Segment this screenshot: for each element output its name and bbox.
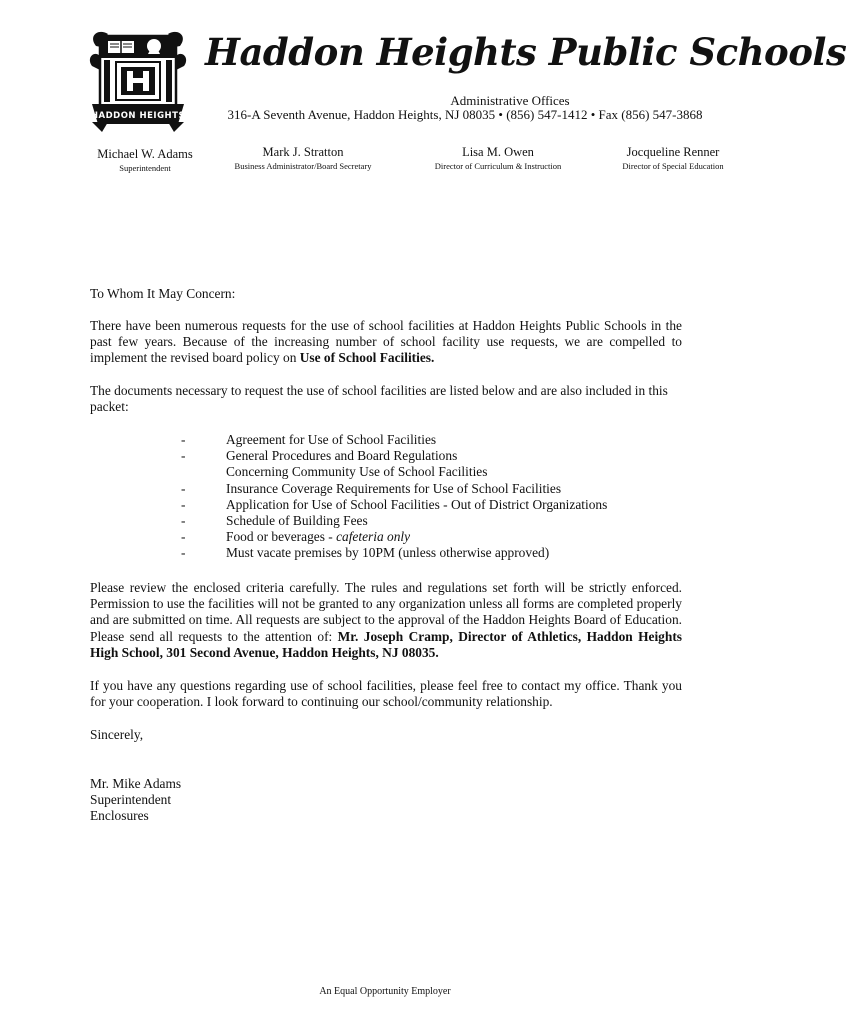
staff-title: Business Administrator/Board Secretary	[234, 161, 372, 171]
list-item-text: Insurance Coverage Requirements for Use of School Facilities	[226, 480, 562, 496]
paragraph-instructions	[90, 580, 682, 661]
list-item	[178, 513, 688, 529]
list-dash: -	[181, 448, 186, 464]
list-item-text: Application for Use of School Facilities - Out of District Organizations	[226, 496, 608, 512]
paragraph-text: Please review the enclosed criteria carefully. The rules and regulations set forth will be strictly enforced. Permission to use the facilities will not be granted to any organization unless all forms are completed properly and are submitted on time. All requests are subject to the approval of the Haddon Heights Board of Education. Please send all requests to the attention of:	[90, 580, 682, 644]
staff-special-education-director	[612, 144, 734, 172]
list-dash: -	[181, 545, 186, 561]
paragraph-questions: If you have any questions regarding use of school facilities, please feel free to contact my office. Thank you for your cooperation. I look forward to continuing our school/community relationship.	[90, 678, 682, 710]
office-label: Administrative Offices	[450, 93, 570, 108]
school-name-heading: Haddon Heights Public Schools	[205, 30, 846, 74]
list-item	[178, 529, 688, 545]
contact-address: Mr. Joseph Cramp, Director of Athletics, Haddon Heights High School, 301 Second Avenue, Haddon Heights, NJ 08035.	[90, 628, 682, 660]
staff-name: Mark J. Stratton	[262, 145, 344, 159]
paragraph-documents: The documents necessary to request the use of school facilities are listed below and are also included in this packet:	[90, 383, 668, 415]
policy-name: Use of School Facilities.	[299, 350, 435, 366]
svg-text:HADDON HEIGHTS: HADDON HEIGHTS	[90, 111, 186, 121]
list-dash: -	[181, 480, 186, 496]
closing: Sincerely,	[90, 727, 144, 742]
list-item	[178, 448, 688, 464]
list-dash: -	[181, 513, 186, 529]
list-item	[178, 497, 688, 513]
staff-title: Director of Curriculum & Instruction	[434, 161, 562, 171]
signature-block	[90, 776, 682, 825]
signer-name: Mr. Mike Adams	[90, 776, 182, 791]
staff-name: Lisa M. Owen	[462, 145, 534, 159]
staff-curriculum-director	[428, 144, 568, 172]
footer-tagline: An Equal Opportunity Employer	[319, 986, 451, 997]
list-item-text: Schedule of Building Fees	[226, 513, 368, 529]
list-item-text: Food or beverages -	[226, 529, 337, 545]
list-item-text: Concerning Community Use of School Facilities	[226, 464, 488, 480]
list-dash: -	[181, 432, 186, 447]
office-address: 316-A Seventh Avenue, Haddon Heights, NJ 08035 • (856) 547-1412 • Fax (856) 547-3868	[227, 107, 703, 122]
list-item-text: Agreement for Use of School Facilities	[226, 432, 437, 447]
paragraph-text: There have been numerous requests for the use of school facilities at Haddon Heights Public Schools in the past few years. Because of the increasing number of school facility use requests, we are compelled to implement the revised board policy on	[90, 318, 682, 366]
salutation: To Whom It May Concern:	[90, 286, 236, 301]
list-item-text: Must vacate premises by 10PM (unless otherwise approved)	[226, 545, 550, 561]
list-dash: -	[181, 496, 186, 512]
list-item	[178, 464, 688, 480]
list-item-emphasis: cafeteria only	[336, 529, 411, 545]
staff-name: Jocqueline Renner	[626, 145, 720, 159]
staff-title: Director of Special Education	[622, 161, 724, 171]
staff-business-administrator	[228, 144, 378, 172]
enclosures-note: Enclosures	[90, 808, 149, 824]
paragraph-intro	[90, 318, 682, 367]
signer-title: Superintendent	[90, 792, 172, 808]
list-item-text: General Procedures and Board Regulations	[226, 448, 458, 464]
staff-name: Michael W. Adams	[97, 147, 193, 161]
staff-superintendent	[82, 146, 208, 174]
document-list	[178, 432, 688, 562]
school-crest-icon	[88, 26, 188, 136]
list-item	[178, 481, 688, 497]
list-dash: -	[181, 529, 186, 545]
staff-title: Superintendent	[119, 163, 171, 173]
list-item	[178, 545, 688, 561]
list-item	[178, 432, 688, 448]
